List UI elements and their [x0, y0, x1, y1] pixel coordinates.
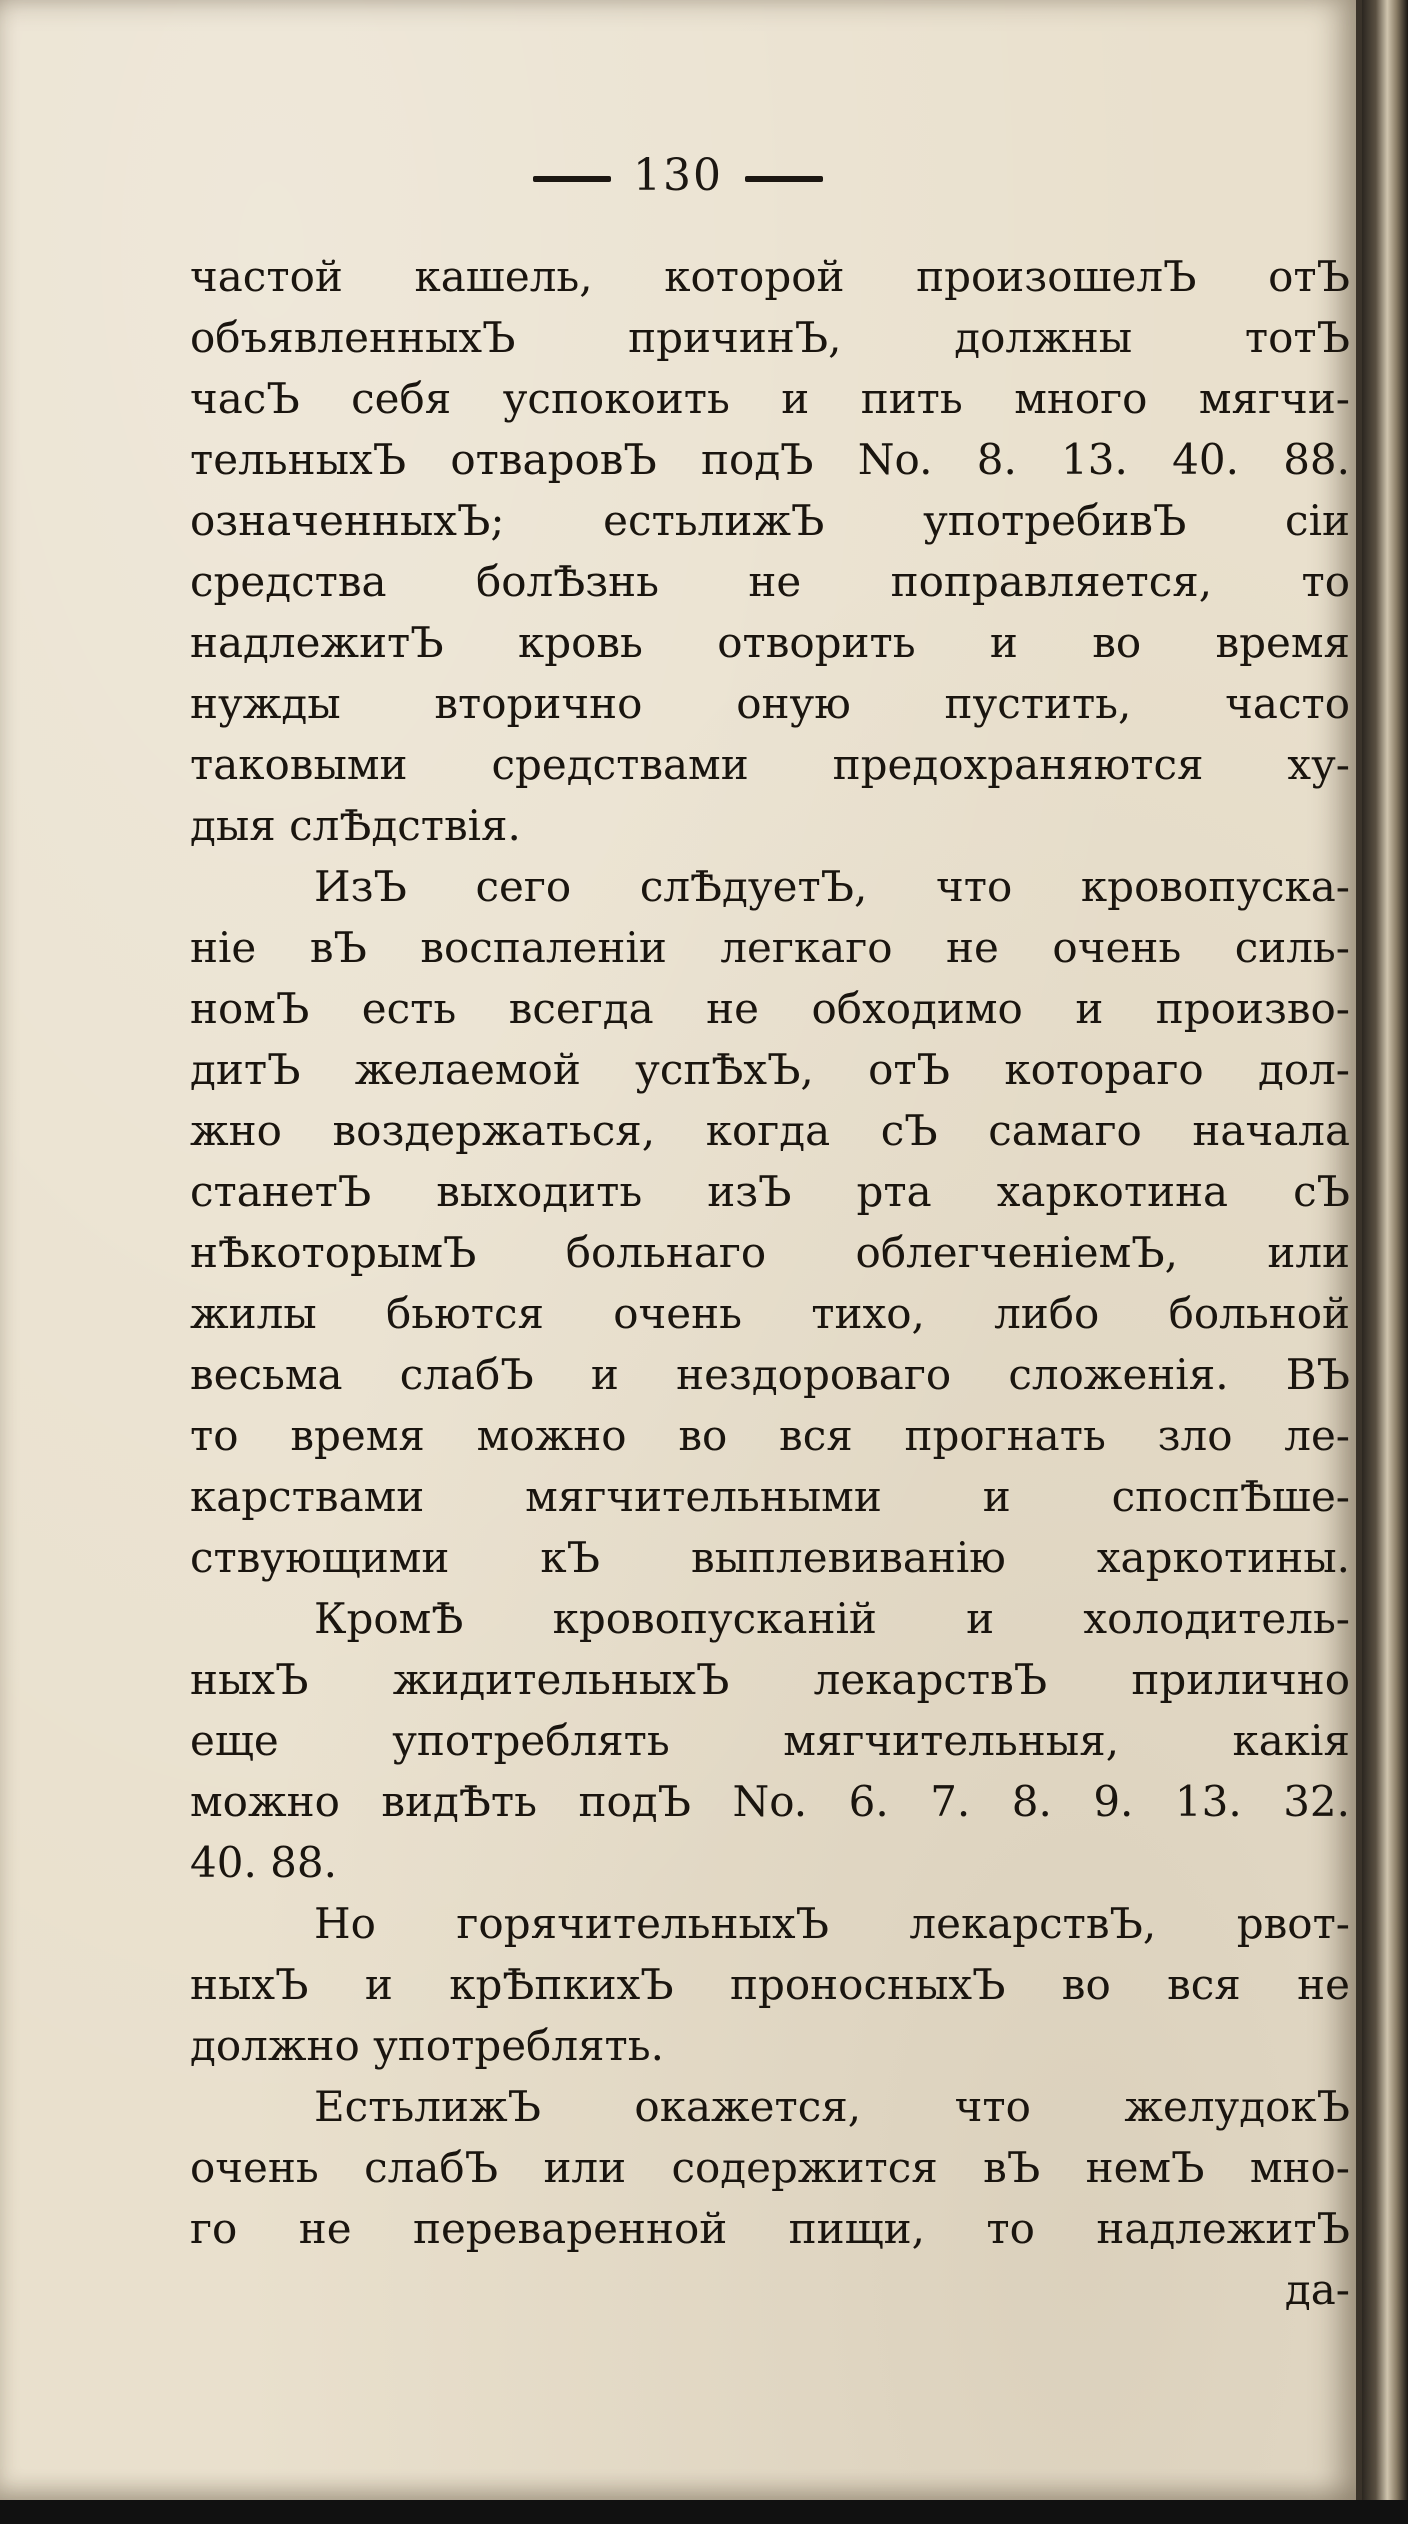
- text-line: дыя слѢдствія.: [190, 801, 521, 850]
- text-line: нѢкоторымЪ больнаго облегченіемЪ, или: [190, 1228, 1350, 1277]
- scan-bottom-border: [0, 2500, 1408, 2524]
- book-spine-edge: [1362, 0, 1408, 2524]
- text-line: весьма слабЪ и нездороваго сложенія. ВЪ: [190, 1350, 1350, 1399]
- text-line: средства болѢзнь не поправляется, то: [190, 557, 1350, 606]
- text-line: ИзЪ сего слѢдуетЪ, что кровопуска-: [314, 862, 1350, 911]
- text-line: станетЪ выходить изЪ рта харкотина сЪ: [190, 1167, 1350, 1216]
- text-line: дитЪ желаемой успѢхЪ, отЪ котораго дол-: [190, 1045, 1350, 1094]
- text-line: еще употреблять мягчительныя, какія: [190, 1716, 1350, 1765]
- text-line: ныхЪ и крѢпкихЪ проносныхЪ во вся не: [190, 1960, 1350, 2009]
- text-line: частой кашель, которой произошелЪ отЪ: [190, 252, 1350, 301]
- text-line: КромѢ кровопусканій и холодитель-: [314, 1594, 1350, 1643]
- text-line: означенныхЪ; естьлижЪ употребивЪ сіи: [190, 496, 1350, 545]
- text-line: надлежитЪ кровь отворить и во время: [190, 618, 1350, 667]
- body-text: [190, 246, 1350, 2320]
- header-dash-right: [745, 176, 823, 182]
- text-line: жно воздержаться, когда сЪ самаго начала: [190, 1106, 1350, 1155]
- text-line: ЕстьлижЪ окажется, что желудокЪ: [314, 2082, 1350, 2131]
- text-line: карствами мягчительными и споспѢше-: [190, 1472, 1350, 1521]
- text-line: очень слабЪ или содержится вЪ немЪ мно-: [190, 2143, 1350, 2192]
- text-line: да-: [1284, 2265, 1350, 2314]
- text-line: нужды вторично оную пустить, часто: [190, 679, 1350, 728]
- text-line: ствующими кЪ выплевиванію харкотины.: [190, 1533, 1350, 1582]
- text-line: номЪ есть всегда не обходимо и произво-: [190, 984, 1350, 1033]
- text-line: жилы бьются очень тихо, либо больной: [190, 1289, 1350, 1338]
- text-line: 40. 88.: [190, 1838, 337, 1887]
- text-line: тельныхЪ отваровЪ подЪ No. 8. 13. 40. 88.: [190, 435, 1350, 484]
- text-line: объявленныхЪ причинЪ, должны тотЪ: [190, 313, 1350, 362]
- text-line: таковыми средствами предохраняются ху-: [190, 740, 1350, 789]
- page-header: [0, 150, 1356, 201]
- page-number: 130: [633, 150, 723, 201]
- text-line: часЪ себя успокоить и пить много мягчи-: [190, 374, 1350, 423]
- text-line: можно видѢть подЪ No. 6. 7. 8. 9. 13. 32.: [190, 1777, 1350, 1826]
- text-line: должно употреблять.: [190, 2021, 664, 2070]
- text-line: го не переваренной пищи, то надлежитЪ: [190, 2204, 1350, 2253]
- text-line: то время можно во вся прогнать зло ле-: [190, 1411, 1350, 1460]
- text-line: ныхЪ жидительныхЪ лекарствЪ прилично: [190, 1655, 1350, 1704]
- header-dash-left: [533, 176, 611, 182]
- text-line: ніе вЪ воспаленіи легкаго не очень силь-: [190, 923, 1350, 972]
- text-line: Но горячительныхЪ лекарствЪ, рвот-: [314, 1899, 1350, 1948]
